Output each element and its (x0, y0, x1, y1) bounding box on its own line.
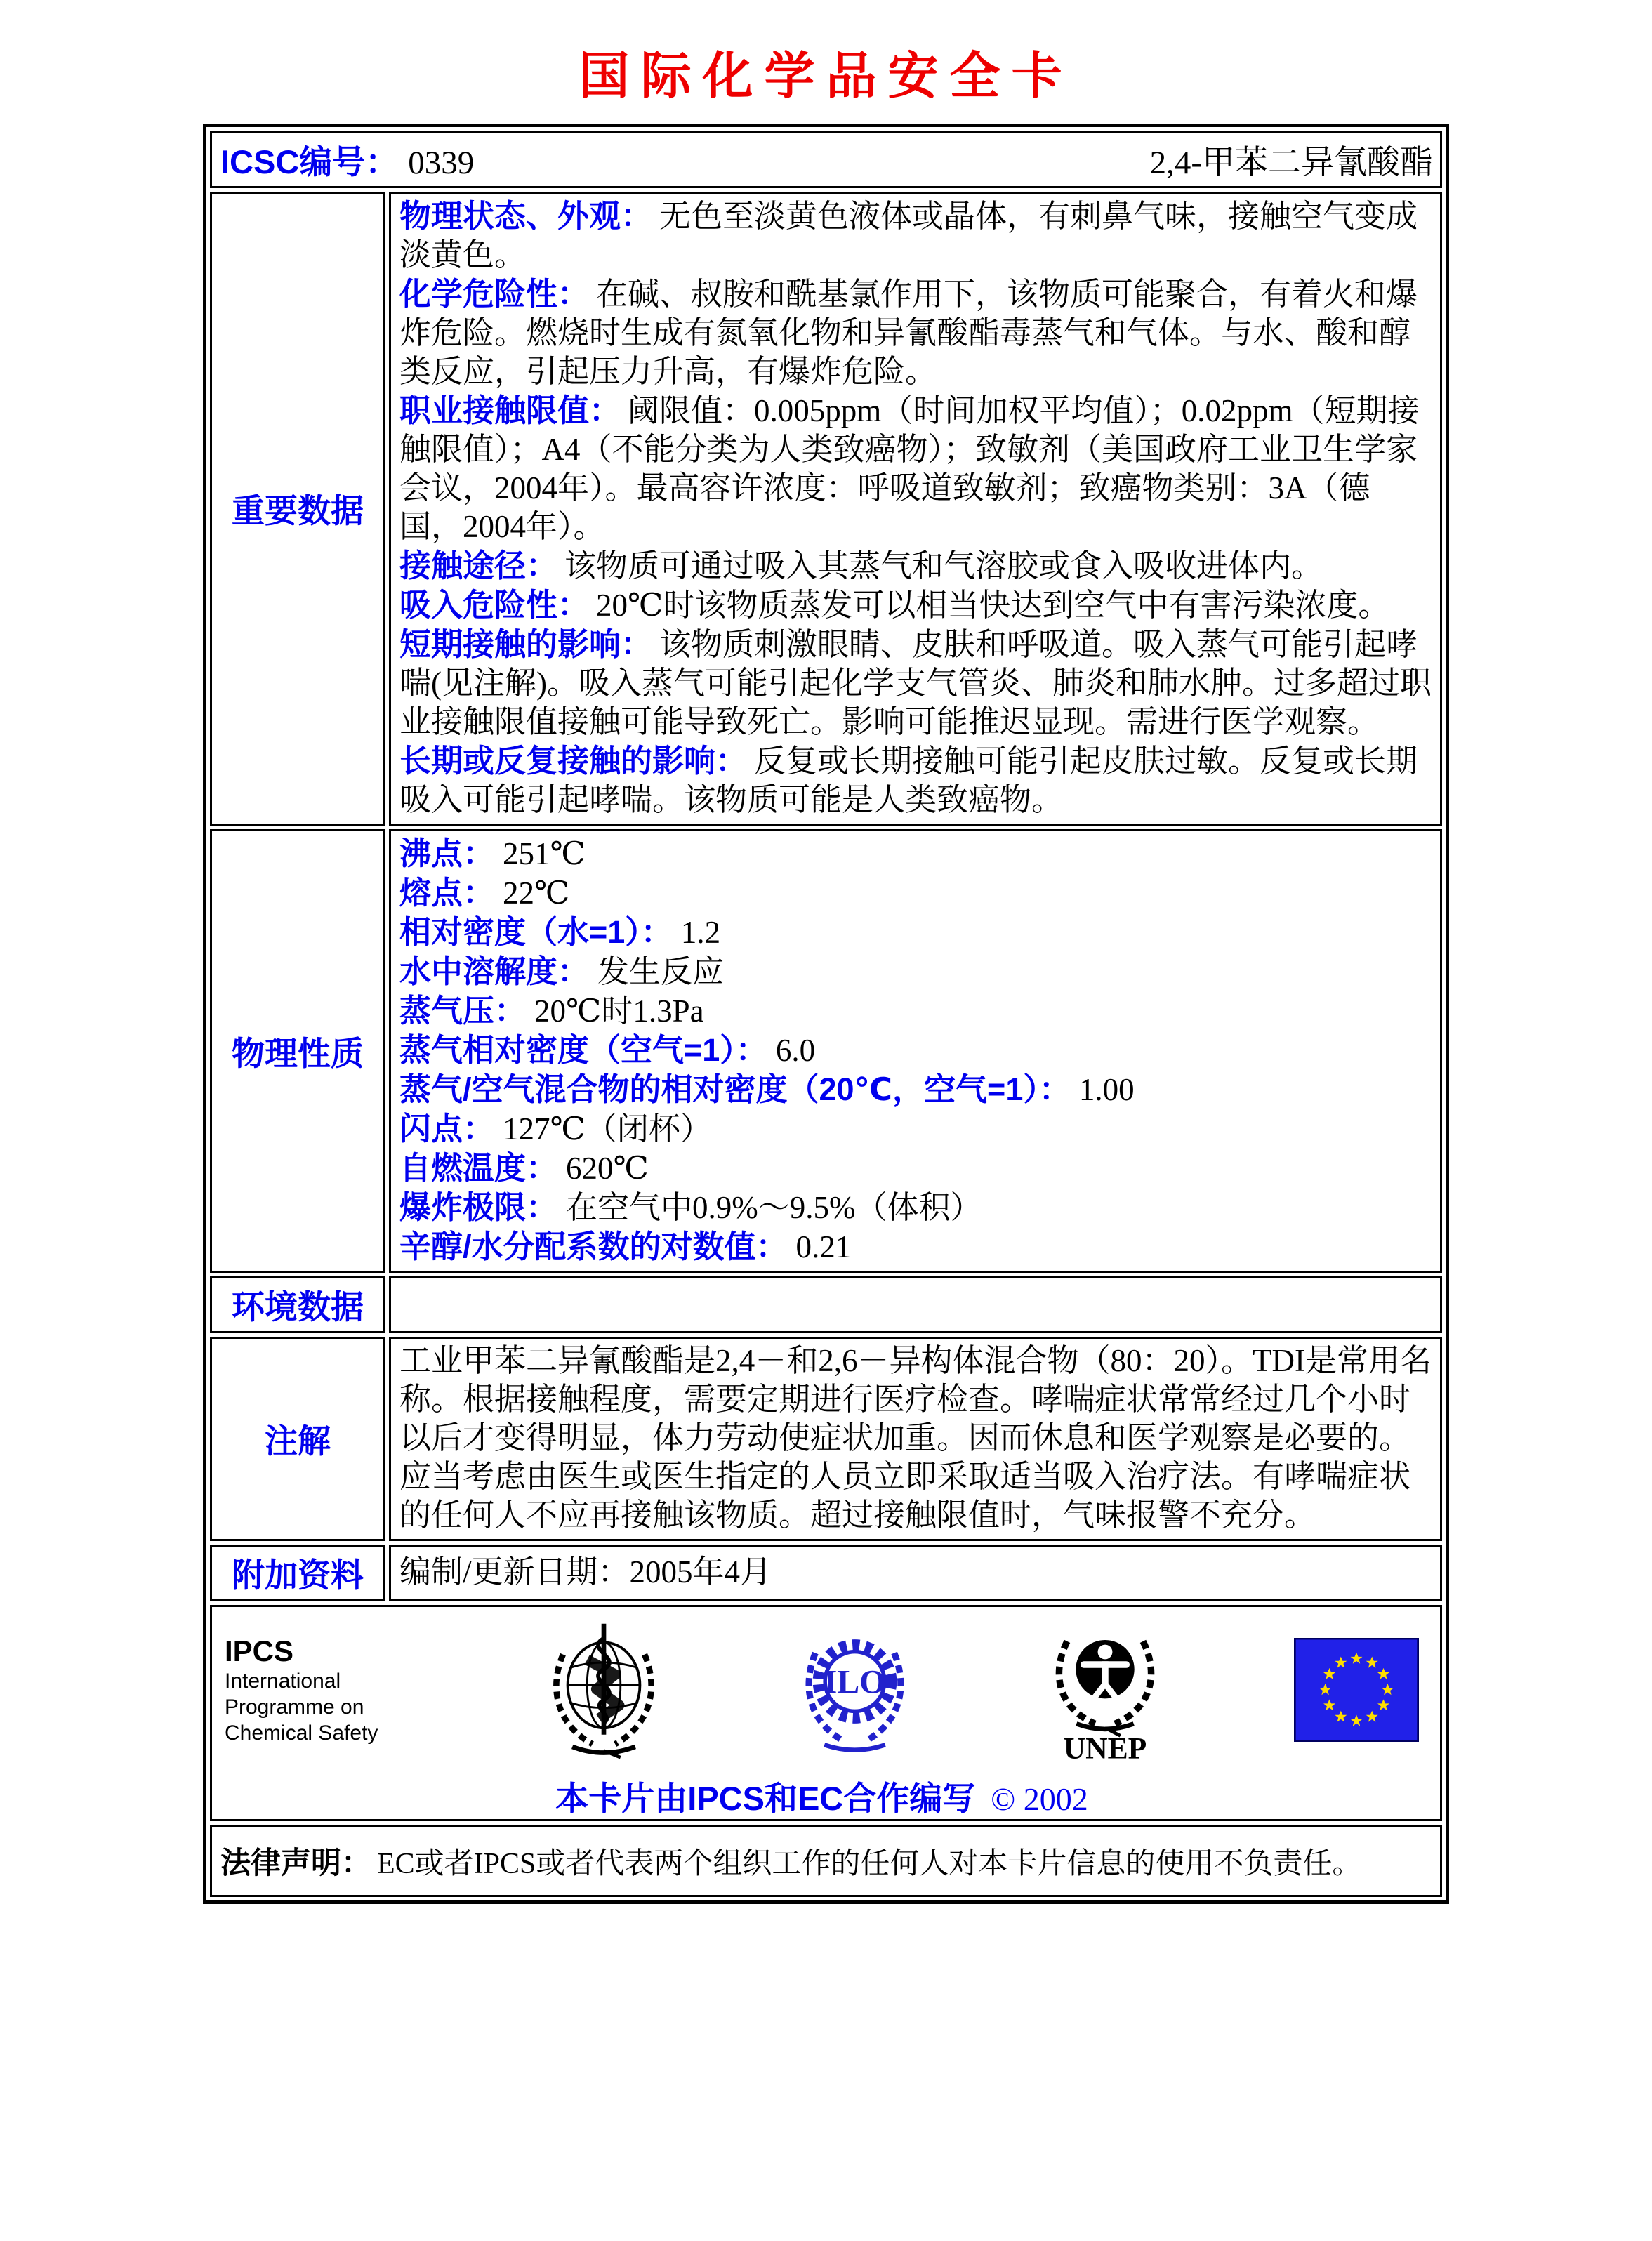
section-label-notes: 注解 (210, 1337, 385, 1541)
environmental-data-content (389, 1276, 1442, 1333)
logos-cell (210, 1605, 1442, 1821)
important-item (399, 275, 1433, 391)
ipcs-line: Programme on (225, 1695, 364, 1719)
svg-text:UNEP: UNEP (1063, 1731, 1147, 1763)
property-value: 620℃ (566, 1151, 649, 1186)
field-text: 反复或长期接触可能引起皮肤过敏。反复或长期吸入可能引起哮喘。该物质可能是人类致癌物。 (399, 743, 1418, 817)
property-label: 水中溶解度： (399, 953, 590, 989)
property-line (399, 873, 1433, 913)
property-label: 相对密度（水=1）： (399, 914, 673, 950)
header-cell (210, 131, 1442, 188)
ipcs-line: Chemical Safety (225, 1721, 378, 1745)
property-line (399, 1109, 1433, 1149)
property-line (399, 1227, 1433, 1267)
credit-line (225, 1773, 1419, 1817)
header-row (210, 131, 1442, 188)
section-label-environmental-data: 环境数据 (210, 1276, 385, 1333)
section-label-important-data: 重要数据 (210, 192, 385, 826)
field-label: 化学危险性： (399, 276, 590, 312)
page-title: 国际化学品安全卡 (579, 48, 1073, 105)
physical-properties-content (389, 829, 1442, 1273)
field-label: 职业接触限值： (399, 392, 621, 428)
legal-label: 法律声明： (220, 1846, 371, 1880)
property-label: 爆炸极限： (399, 1189, 558, 1225)
property-value: 127℃（闭杯） (503, 1111, 712, 1146)
eu-flag-icon (1294, 1638, 1419, 1742)
important-data-content (389, 192, 1442, 826)
credit-text: 本卡片由IPCS和EC合作编写 (555, 1780, 976, 1817)
property-value: 6.0 (775, 1033, 816, 1068)
property-value: 1.2 (680, 915, 721, 950)
legal-text: EC或者IPCS或者代表两个组织工作的任何人对本卡片信息的使用不负责任。 (377, 1848, 1362, 1880)
property-label: 自燃温度： (399, 1150, 558, 1186)
field-text: 该物质刺激眼睛、皮肤和呼吸道。吸入蒸气可能引起哮喘(见注解)。吸入蒸气可能引起化学支气管炎、肺炎和肺水肿。过多超过职业接触限值接触可能导致死亡。影响可能推迟显现。需进行医学观察。 (399, 627, 1432, 739)
who-logo-icon (540, 1620, 668, 1760)
ipcs-line: International (225, 1669, 341, 1693)
legal-row (210, 1825, 1442, 1897)
field-text: 20℃时该物质蒸发可以相当快达到空气中有害污染浓度。 (596, 588, 1390, 623)
field-label: 物理状态、外观： (399, 198, 653, 234)
important-item (399, 391, 1433, 546)
property-value: 20℃时1.3Pa (534, 993, 704, 1029)
property-label: 熔点： (399, 875, 495, 911)
important-data-row (210, 192, 1442, 826)
important-item (399, 741, 1433, 819)
field-label: 长期或反复接触的影响： (399, 743, 748, 779)
property-value: 发生反应 (597, 954, 725, 989)
field-text: 阈限值：0.005ppm（时间加权平均值）；0.02ppm（短期接触限值）；A4（不能分类为人类致癌物）；致敏剂（美国政府工业卫生学家会议，2004年）。最高容许浓度：呼吸道致敏剂；致癌物类别：3A（德国，2004年）。 (399, 393, 1420, 544)
additional-info-row (210, 1545, 1442, 1601)
important-item (399, 197, 1433, 275)
field-text: 在碱、叔胺和酰基氯作用下，该物质可能聚合，有着火和爆炸危险。燃烧时生成有氮氧化物和异氰酸酯毒蒸气和气体。与水、酸和醇类反应，引起压力升高，有爆炸危险。 (399, 277, 1418, 389)
additional-info-content: 编制/更新日期：2005年4月 (389, 1545, 1442, 1601)
ipcs-text-block (225, 1634, 414, 1746)
field-label: 吸入危险性： (399, 587, 590, 623)
legal-cell (210, 1825, 1442, 1897)
property-label: 蒸气相对密度（空气=1）： (399, 1032, 767, 1068)
field-text: 该物质可通过吸入其蒸气和气溶胶或食入吸收进体内。 (564, 548, 1323, 583)
physical-properties-row (210, 829, 1442, 1273)
ipcs-title: IPCS (225, 1634, 294, 1667)
property-line (399, 952, 1433, 991)
icsc-number-value: 0339 (408, 144, 475, 181)
property-label: 辛醇/水分配系数的对数值： (399, 1229, 788, 1264)
property-value: 0.21 (795, 1229, 852, 1264)
property-line (399, 834, 1433, 873)
svg-text:ILO: ILO (824, 1663, 886, 1701)
important-item (399, 625, 1433, 741)
ilo-logo-icon (793, 1620, 916, 1760)
property-line (399, 913, 1433, 952)
property-line (399, 1149, 1433, 1188)
section-label-additional-info: 附加资料 (210, 1545, 385, 1601)
unep-logo-icon (1042, 1617, 1168, 1763)
property-label: 蒸气/空气混合物的相对密度（20℃，空气=1）： (399, 1071, 1071, 1107)
field-label: 接触途径： (399, 548, 558, 583)
property-value: 1.00 (1078, 1072, 1135, 1107)
credit-year: © 2002 (991, 1781, 1088, 1817)
field-text: 无色至淡黄色液体或晶体，有刺鼻气味，接触空气变成淡黄色。 (399, 199, 1418, 272)
property-label: 闪点： (399, 1111, 495, 1146)
property-label: 沸点： (399, 835, 495, 871)
property-line (399, 1188, 1433, 1227)
important-item (399, 546, 1433, 586)
icsc-number-label: ICSC编号： (220, 143, 399, 180)
icsc-card-table (203, 124, 1449, 1904)
section-label-physical-properties: 物理性质 (210, 829, 385, 1273)
chemical-name: 2,4-甲苯二异氰酸酯 (1149, 144, 1433, 181)
important-item (399, 586, 1433, 625)
property-line (399, 1070, 1433, 1109)
property-line (399, 1031, 1433, 1070)
notes-row (210, 1337, 1442, 1541)
property-label: 蒸气压： (399, 993, 527, 1029)
property-value: 251℃ (503, 836, 586, 871)
field-label: 短期接触的影响： (399, 626, 653, 662)
logos-row (210, 1605, 1442, 1821)
property-value: 22℃ (503, 875, 570, 911)
notes-content: 工业甲苯二异氰酸酯是2,4－和2,6－异构体混合物（80：20）。TDI是常用名称。根据接触程度，需要定期进行医疗检查。哮喘症状常常经过几个小时以后才变得明显，体力劳动使症状加重。因而休息和医学观察是必要的。应当考虑由医生或医生指定的人员立即采取适当吸入治疗法。有哮喘症状的任何人不应再接触该物质。超过接触限值时，气味报警不充分。 (389, 1337, 1442, 1541)
environmental-data-row (210, 1276, 1442, 1333)
property-line (399, 991, 1433, 1031)
property-value: 在空气中0.9%～9.5%（体积） (566, 1190, 982, 1225)
